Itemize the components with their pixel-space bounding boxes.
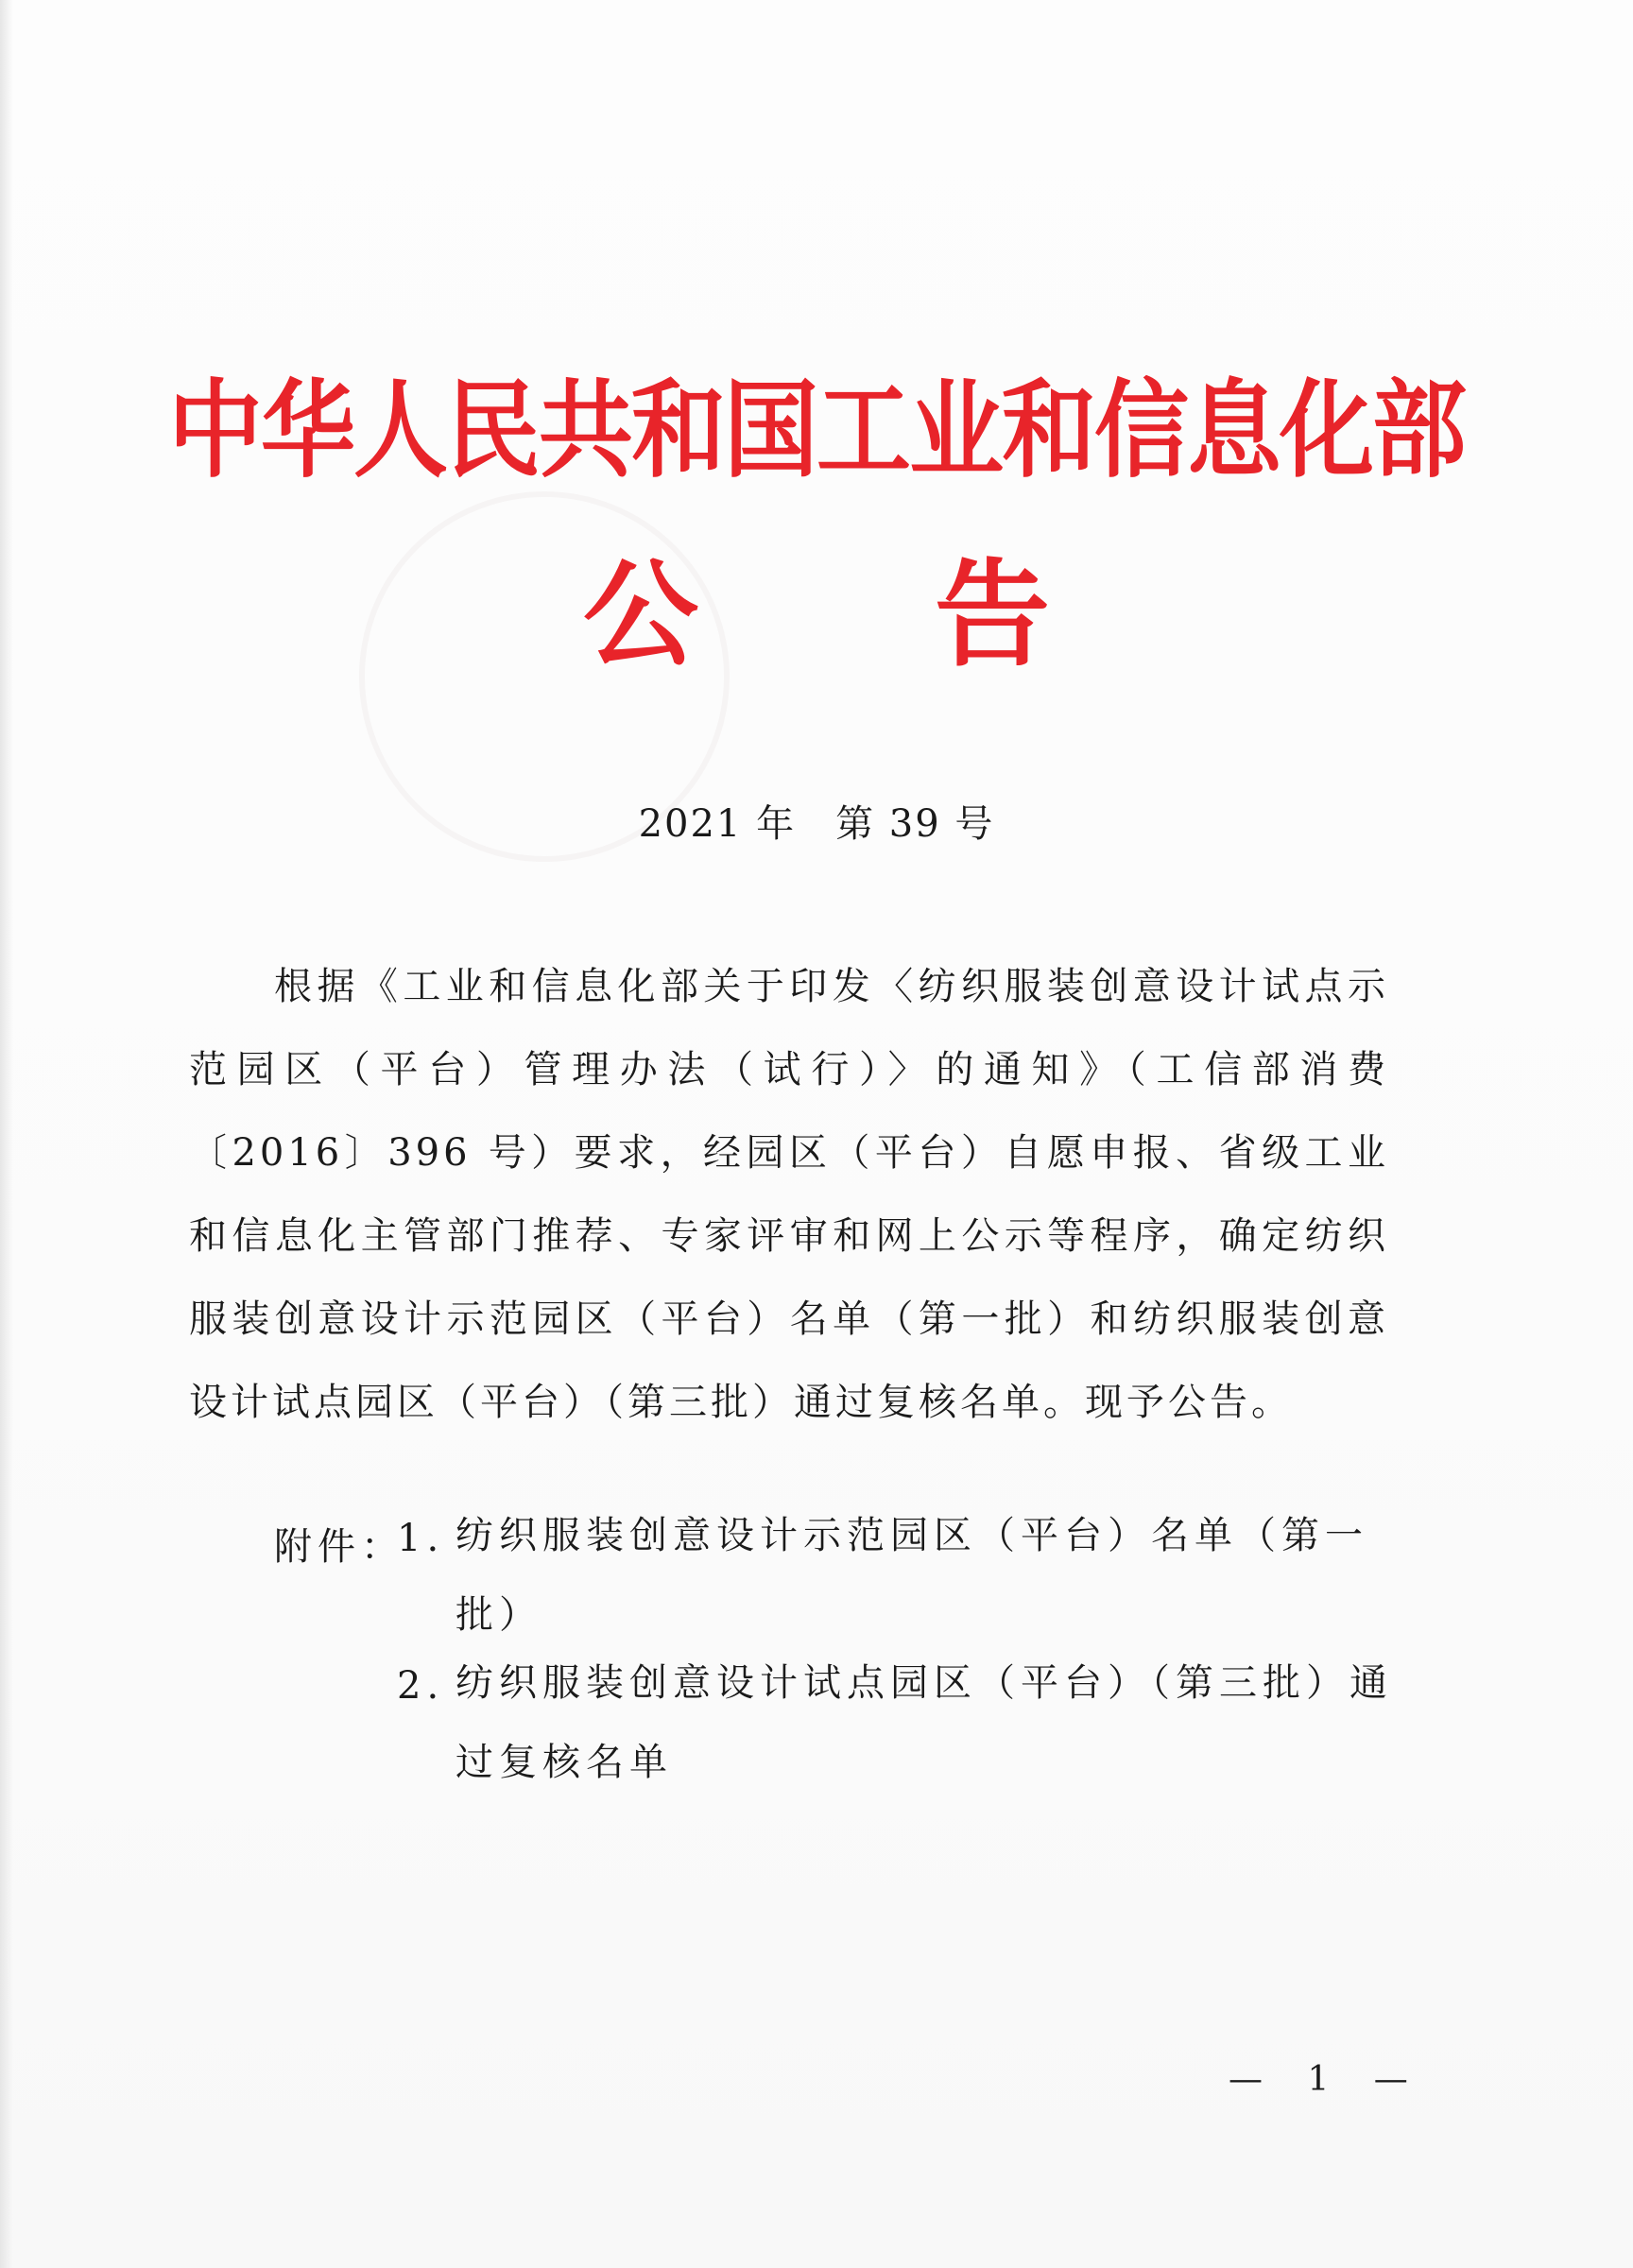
document-number: 2021 年 第 39 号 xyxy=(638,802,995,846)
page-number: — 1 — xyxy=(1229,2060,1425,2099)
attachment-item xyxy=(189,1514,1408,1655)
attachment-number: 2. xyxy=(397,1664,445,1708)
page-edge-shadow xyxy=(0,0,13,2268)
attachments-list xyxy=(189,1514,1408,1810)
attachments-label: 附件： xyxy=(274,1525,404,1569)
attachment-title: 纺织服装创意设计示范园区（平台）名单（第一批） xyxy=(456,1514,1368,1637)
attachment-item xyxy=(189,1661,1408,1802)
document-type-title: 公告 xyxy=(583,548,1286,682)
issuer-title: 中华人民共和国工业和信息化部 xyxy=(168,368,1465,492)
body-paragraph: 根据《工业和信息化部关于印发〈纺织服装创意设计试点示范园区（平台）管理办法（试行）〉的通知》（工信部消费〔2016〕396 号）要求，经园区（平台）自愿申报、省级工业和信息化主管部门推荐、专家评审和网上公示等程序，确定纺织服装创意设计示范园区（平台）名单（第一批）和纺织服装创意设计试点园区（平台）（第三批）通过复核名单。现予公告。 xyxy=(189,965,1389,1424)
attachment-number: 1. xyxy=(397,1517,445,1560)
attachment-title: 纺织服装创意设计试点园区（平台）（第三批）通过复核名单 xyxy=(456,1661,1393,1784)
